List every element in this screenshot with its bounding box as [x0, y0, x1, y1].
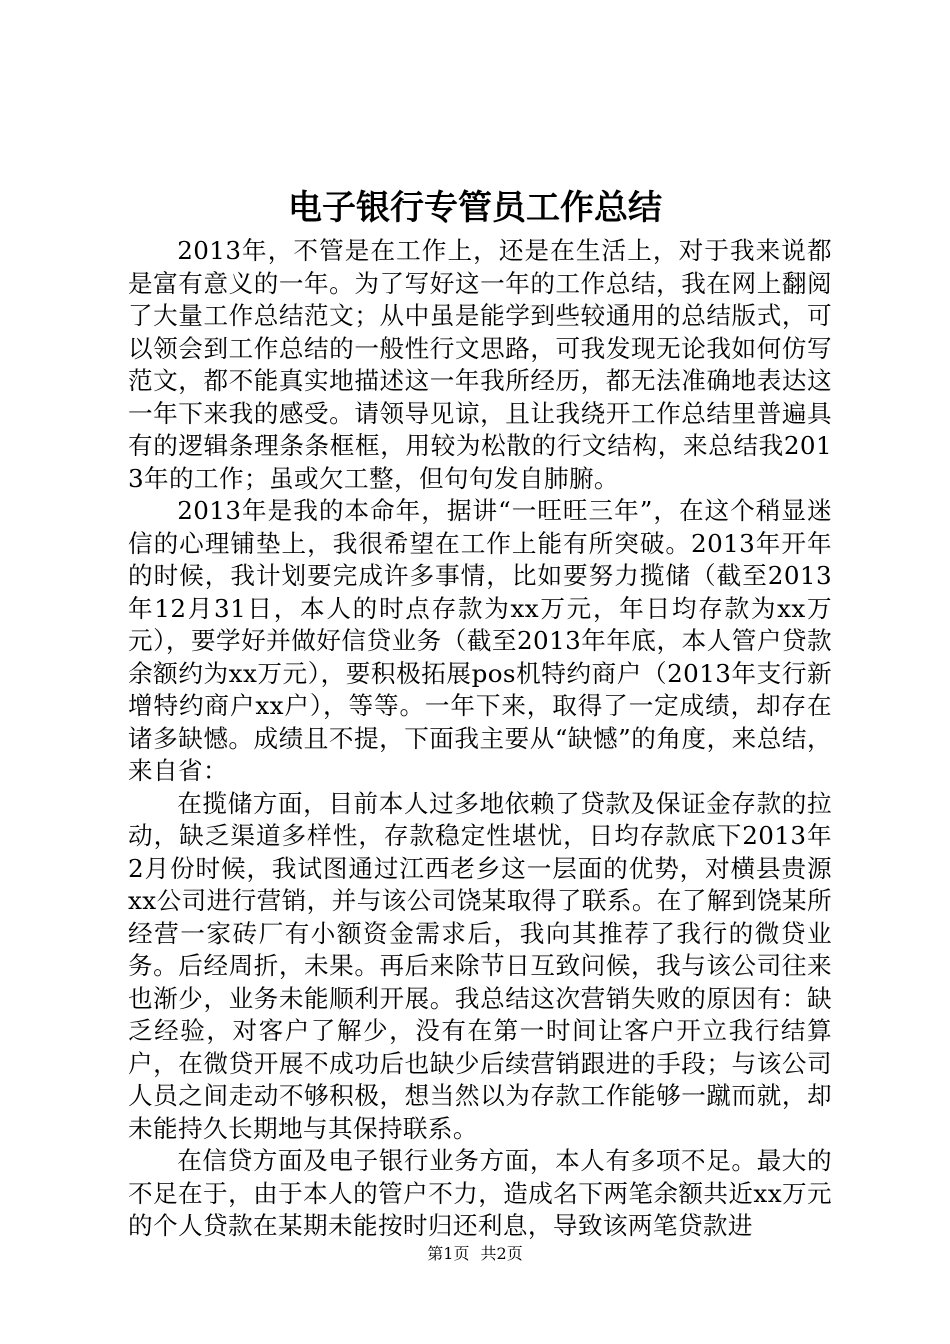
page-number: 第1页 [427, 1244, 470, 1263]
paragraph-3: 在揽储方面，目前本人过多地依赖了贷款及保证金存款的拉动，缺乏渠道多样性，存款稳定性堪忧，日均存款底下2013年2月份时候，我试图通过江西老乡这一层面的优势，对横县贵源xx公司进行营销，并与该公司饶某取得了联系。在了解到饶某所经营一家砖厂有小额资金需求后，我向其推荐了我行的微贷业务。后经周折，未果。再后来除节日互致问候，我与该公司往来也渐少，业务未能顺利开展。我总结这次营销失败的原因有：缺乏经验，对客户了解少，没有在第一时间让客户开立我行结算户，在微贷开展不成功后也缺少后续营销跟进的手段；与该公司人员之间走动不够积极，想当然以为存款工作能够一蹴而就，却未能持久长期地与其保持联系。 [128, 788, 832, 1143]
paragraph-1: 2013年，不管是在工作上，还是在生活上，对于我来说都是富有意义的一年。为了写好这一年的工作总结，我在网上翻阅了大量工作总结范文；从中虽是能学到些较通用的总结版式，可以领会到工作总结的一般性行文思路，可我发现无论我如何仿写范文，都不能真实地描述这一年我所经历，都无法准确地表达这一年下来我的感受。请领导见谅，且让我绕开工作总结里普遍具有的逻辑条理条条框框，用较为松散的行文结构，来总结我2013年的工作；虽或欠工整，但句句发自肺腑。 [128, 236, 832, 493]
page-footer [0, 1242, 950, 1266]
document-title: 电子银行专管员工作总结 [288, 188, 662, 228]
paragraph-2: 2013年是我的本命年，据讲“一旺旺三年”，在这个稍显迷信的心理铺垫上，我很希望在工作上能有所突破。2013年开年的时候，我计划要完成许多事情，比如要努力揽储（截至2013年12月31日，本人的时点存款为xx万元，年日均存款为xx万元），要学好并做好信贷业务（截至2013年年底，本人管户贷款余额约为xx万元），要积极拓展pos机特约商户（2013年支行新增特约商户xx户），等等。一年下来，取得了一定成绩，却存在诸多缺憾。成绩且不提，下面我主要从“缺憾”的角度，来总结，来自省： [128, 496, 832, 785]
document-body [128, 235, 832, 1243]
paragraph-4: 在信贷方面及电子银行业务方面，本人有多项不足。最大的不足在于，由于本人的管户不力，造成名下两笔余额共近xx万元的个人贷款在某期未能按时归还利息，导致该两笔贷款进 [128, 1146, 832, 1240]
page-total: 共2页 [480, 1244, 523, 1263]
